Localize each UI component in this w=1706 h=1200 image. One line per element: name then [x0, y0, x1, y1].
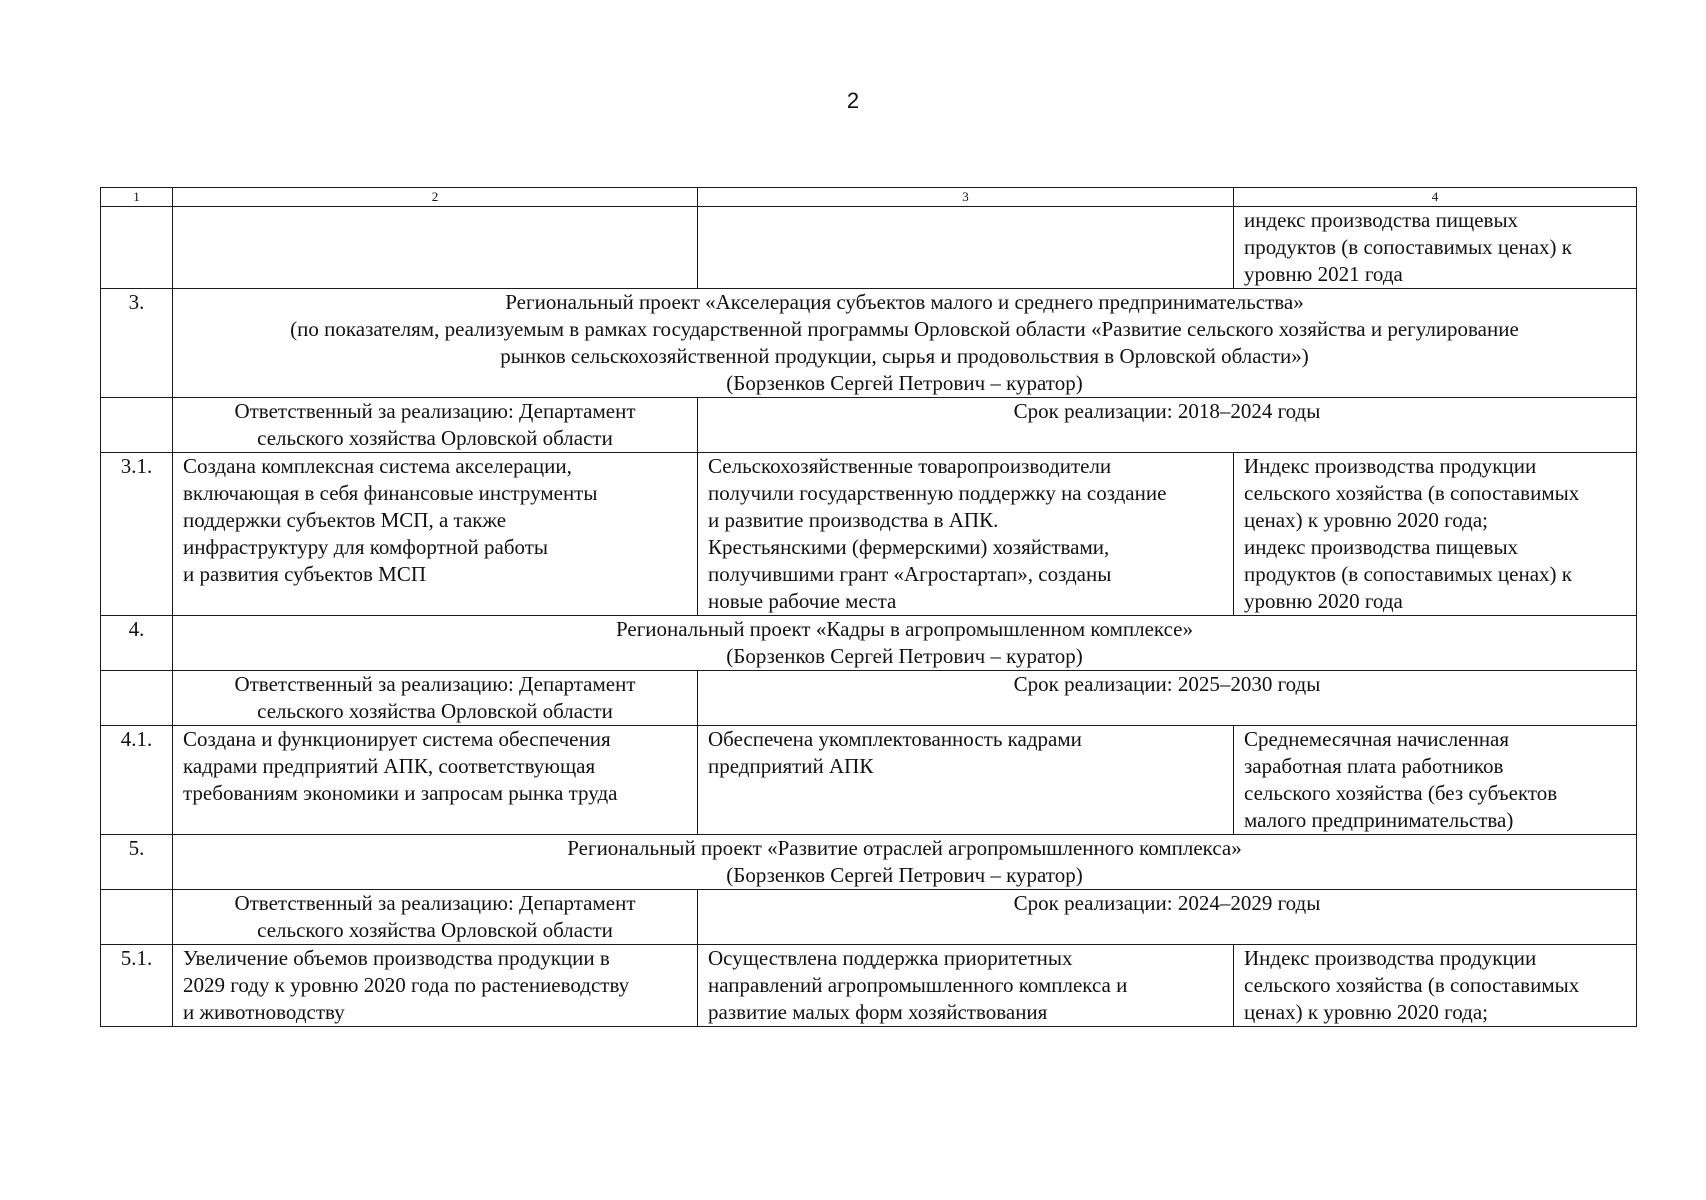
text-line: (Борзенков Сергей Петрович – куратор) [726, 644, 1083, 668]
text-line: заработная плата работников [1244, 754, 1504, 778]
text-line: развитие малых форм хозяйствования [708, 1000, 1048, 1024]
project-title [173, 616, 1637, 671]
text-line: малого предпринимательства) [1244, 808, 1514, 832]
column-number: 2 [173, 188, 698, 207]
row-number: 4. [101, 616, 173, 671]
task-row [101, 945, 1637, 1027]
text-line: продуктов (в сопоставимых ценах) к [1244, 562, 1572, 586]
text-line: Осуществлена поддержка приоритетных [708, 946, 1073, 970]
text-line: Региональный проект «Акселерация субъектов малого и среднего предпринимательства» [505, 290, 1304, 314]
indicator-cell [1234, 207, 1637, 289]
text-line: уровню 2020 года [1244, 589, 1403, 613]
text-line: Ответственный за реализацию: Департамент [234, 399, 636, 423]
text-line: ценах) к уровню 2020 года; [1244, 1000, 1488, 1024]
task-cell [173, 945, 698, 1027]
text-line: и развития субъектов МСП [183, 562, 427, 586]
term-cell: Срок реализации: 2024–2029 годы [698, 890, 1637, 945]
column-number: 3 [698, 188, 1234, 207]
page-number: 2 [846, 88, 860, 113]
text-line: сельского хозяйства Орловской области [257, 699, 613, 723]
text-line: Региональный проект «Кадры в агропромышленном комплексе» [615, 617, 1194, 641]
continuation-row [101, 207, 1637, 289]
indicator-cell [1234, 453, 1637, 616]
text-line: (Борзенков Сергей Петрович – куратор) [726, 863, 1083, 887]
text-line: и развитие производства в АПК. [708, 508, 999, 532]
term-cell: Срок реализации: 2018–2024 годы [698, 398, 1637, 453]
text-line: Индекс производства продукции [1244, 454, 1537, 478]
effect-cell [698, 945, 1234, 1027]
text-line: Среднемесячная начисленная [1244, 727, 1510, 751]
column-number: 1 [101, 188, 173, 207]
text-line: рынков сельскохозяйственной продукции, сырья и продовольствия в Орловской области») [500, 344, 1309, 368]
text-line: (Борзенков Сергей Петрович – куратор) [726, 371, 1083, 395]
text-line: уровню 2021 года [1244, 262, 1403, 286]
task-row [101, 453, 1637, 616]
text-line: Ответственный за реализацию: Департамент [234, 891, 636, 915]
row-number: 3. [101, 289, 173, 398]
empty-cell [101, 890, 173, 945]
column-number-row [101, 188, 1637, 207]
projects-table [100, 187, 1637, 1027]
project-responsible-row [101, 398, 1637, 453]
text-line: кадрами предприятий АПК, соответствующая [183, 754, 596, 778]
empty-cell [101, 398, 173, 453]
text-line: индекс производства пищевых [1244, 208, 1519, 232]
text-line: поддержки субъектов МСП, а также [183, 508, 507, 532]
project-responsible-row [101, 890, 1637, 945]
text-line: требованиям экономики и запросам рынка труда [183, 781, 618, 805]
column-number: 4 [1234, 188, 1637, 207]
project-title [173, 289, 1637, 398]
text-line: Обеспечена укомплектованность кадрами [708, 727, 1082, 751]
responsible-cell [173, 890, 698, 945]
text-line: направлений агропромышленного комплекса и [708, 973, 1128, 997]
responsible-cell [173, 671, 698, 726]
text-line: сельского хозяйства Орловской области [257, 918, 613, 942]
text-line: включающая в себя финансовые инструменты [183, 481, 598, 505]
project-title [173, 835, 1637, 890]
row-number: 5.1. [101, 945, 173, 1027]
empty-cell [173, 207, 698, 289]
text-line: сельского хозяйства (в сопоставимых [1244, 481, 1580, 505]
text-line: предприятий АПК [708, 754, 874, 778]
row-number: 3.1. [101, 453, 173, 616]
row-number: 4.1. [101, 726, 173, 835]
text-line: Крестьянскими (фермерскими) хозяйствами, [708, 535, 1110, 559]
project-title-row [101, 616, 1637, 671]
text-line: Ответственный за реализацию: Департамент [234, 672, 636, 696]
project-responsible-row [101, 671, 1637, 726]
text-line: новые рабочие места [708, 589, 897, 613]
task-cell [173, 726, 698, 835]
text-line: Создана комплексная система акселерации, [183, 454, 572, 478]
text-line: Создана и функционирует система обеспечения [183, 727, 611, 751]
text-line: и животноводству [183, 1000, 345, 1024]
text-line: инфраструктуру для комфортной работы [183, 535, 549, 559]
text-line: индекс производства пищевых [1244, 535, 1519, 559]
indicator-cell [1234, 945, 1637, 1027]
text-line: получившими грант «Агростартап», созданы [708, 562, 1112, 586]
text-line: Индекс производства продукции [1244, 946, 1537, 970]
text-line: продуктов (в сопоставимых ценах) к [1244, 235, 1572, 259]
indicator-cell [1234, 726, 1637, 835]
text-line: получили государственную поддержку на создание [708, 481, 1167, 505]
task-cell [173, 453, 698, 616]
empty-cell [101, 671, 173, 726]
text-line: Сельскохозяйственные товаропроизводители [708, 454, 1112, 478]
project-title-row [101, 289, 1637, 398]
text-line: 2029 году к уровню 2020 года по растениеводству [183, 973, 630, 997]
row-number: 5. [101, 835, 173, 890]
text-line: ценах) к уровню 2020 года; [1244, 508, 1488, 532]
text-line: сельского хозяйства (без субъектов [1244, 781, 1558, 805]
text-line: (по показателям, реализуемым в рамках государственной программы Орловской области «Развитие сельского хозяйства и регулирование [290, 317, 1519, 341]
responsible-cell [173, 398, 698, 453]
project-title-row [101, 835, 1637, 890]
task-row [101, 726, 1637, 835]
text-line: Увеличение объемов производства продукции в [183, 946, 610, 970]
effect-cell [698, 453, 1234, 616]
effect-cell [698, 726, 1234, 835]
text-line: сельского хозяйства (в сопоставимых [1244, 973, 1580, 997]
empty-cell [101, 207, 173, 289]
text-line: сельского хозяйства Орловской области [257, 426, 613, 450]
term-cell: Срок реализации: 2025–2030 годы [698, 671, 1637, 726]
text-line: Региональный проект «Развитие отраслей агропромышленного комплекса» [567, 836, 1242, 860]
empty-cell [698, 207, 1234, 289]
